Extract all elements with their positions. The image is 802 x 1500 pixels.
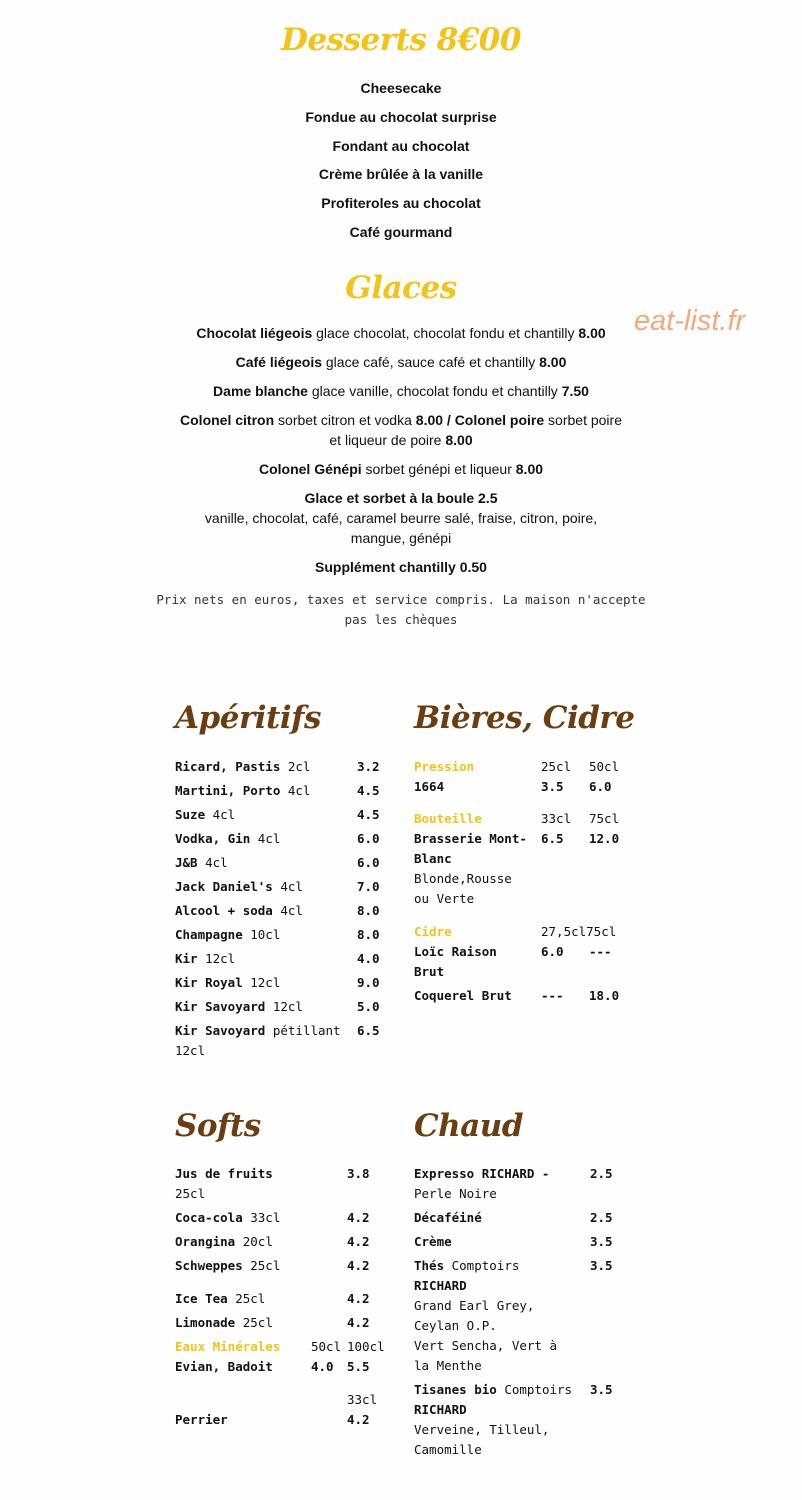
aperitif-price: 6.5 (357, 1023, 380, 1038)
hot-desc: Camomille (414, 1442, 482, 1457)
aperitif-price: 7.0 (357, 879, 380, 894)
aperitif-item: Ricard, Pastis 2cl (175, 759, 311, 774)
chaud-title: Chaud (414, 1108, 524, 1144)
bouteille-col2: 75cl (589, 811, 620, 826)
beer-name: 1664 (414, 779, 445, 794)
eaux-col2: 100cl (347, 1339, 385, 1354)
glace-item: Dame blanche glace vanille, chocolat fondu et chantilly 7.50 (213, 383, 589, 399)
cider-price: 6.0 (541, 944, 564, 959)
soft-price: 4.2 (347, 1291, 370, 1306)
water-price: 4.0 (311, 1359, 334, 1374)
softs-title: Softs (175, 1108, 261, 1144)
eaux-col1: 50cl (311, 1339, 342, 1354)
bouteille-label: Bouteille (414, 811, 482, 826)
hot-price: 3.5 (590, 1258, 613, 1273)
glace-item: Colonel citron sorbet citron et vodka 8.00 / Colonel poire sorbet poire et liqueur de poire 8.00 (180, 412, 622, 448)
soft-price: 4.2 (347, 1234, 370, 1249)
hot-desc: la Menthe (414, 1358, 482, 1373)
dessert-item: Crème brûlée à la vanille (318, 166, 484, 182)
aperitif-item: Martini, Porto 4cl (175, 783, 311, 798)
aperitif-item: J&B 4cl (175, 855, 228, 870)
hot-desc: Ceylan O.P. (414, 1318, 497, 1333)
aperitif-item: Champagne 10cl (175, 927, 281, 942)
cider-price: --- (541, 988, 564, 1003)
perrier-vol: 33cl (347, 1392, 378, 1407)
water-price: 5.5 (347, 1359, 370, 1374)
soft-price: 4.2 (347, 1258, 370, 1273)
water-price: 4.2 (347, 1412, 370, 1427)
glaces-title: Glaces (345, 270, 457, 306)
pression-col1: 25cl (541, 759, 572, 774)
hot-brand: RICHARD (414, 1402, 467, 1417)
hot-price: 3.5 (590, 1382, 613, 1397)
beer-desc: ou Verte (414, 891, 475, 906)
soft-price: 3.8 (347, 1166, 370, 1181)
soft-item: Coca-cola 33cl (175, 1210, 281, 1225)
hot-name: Crème (414, 1234, 452, 1249)
dessert-item: Café gourmand (349, 224, 453, 240)
cidre-label: Cidre (414, 924, 452, 939)
hot-desc: Verveine, Tilleul, (414, 1422, 550, 1437)
price-note: Prix nets en euros, taxes et service compris. La maison n'accepte pas les chèques (156, 592, 646, 627)
aperitif-item: Jack Daniel's 4cl (175, 879, 303, 894)
aperitif-item: Kir Royal 12cl (175, 975, 281, 990)
pression-label: Pression (414, 759, 475, 774)
aperitif-item: Kir Savoyard pétillant (175, 1023, 341, 1038)
cider-name: Loïc Raison (414, 944, 497, 959)
aperitif-item: Kir Savoyard 12cl (175, 999, 303, 1014)
dessert-item: Profiteroles au chocolat (321, 195, 481, 211)
aperitif-price: 4.5 (357, 783, 380, 798)
water-name: Evian, Badoit (175, 1359, 273, 1374)
aperitif-price: 6.0 (357, 831, 380, 846)
glace-item: Colonel Génépi sorbet génépi et liqueur 8.00 (258, 461, 544, 477)
soft-name: Jus de fruits (175, 1166, 273, 1181)
dessert-item: Fondant au chocolat (332, 138, 470, 154)
hot-desc: Vert Sencha, Vert à (414, 1338, 557, 1353)
beer-name: Brasserie Mont- (414, 831, 527, 846)
beer-desc: Blonde,Rousse (414, 871, 512, 886)
hot-brand: RICHARD (414, 1278, 467, 1293)
pression-col2: 50cl (589, 759, 620, 774)
soft-item: Ice Tea 25cl (175, 1291, 266, 1306)
aperitif-price: 4.5 (357, 807, 380, 822)
cider-name: Brut (414, 964, 445, 979)
aperitif-price: 8.0 (357, 903, 380, 918)
soft-item: Orangina 20cl (175, 1234, 273, 1249)
aperitif-item: Alcool + soda 4cl (175, 903, 303, 918)
glace-item: Supplément chantilly 0.50 (315, 559, 487, 575)
hot-desc: Perle Noire (414, 1186, 497, 1201)
aperitif-price: 5.0 (357, 999, 380, 1014)
aperitifs-title: Apéritifs (175, 700, 321, 736)
dessert-item: Cheesecake (360, 80, 442, 96)
soft-price: 4.2 (347, 1315, 370, 1330)
glace-item: Glace et sorbet à la boule 2.5 vanille, chocolat, café, caramel beurre salé, fraise, citron, poire, mangue, génépi (204, 490, 598, 546)
watermark: eat-list.fr (634, 305, 746, 337)
soft-item: Limonade 25cl (175, 1315, 273, 1330)
glace-item: Chocolat liégeois glace chocolat, chocolat fondu et chantilly 8.00 (196, 325, 606, 341)
beer-price: 12.0 (589, 831, 620, 846)
bieres-title: Bières, Cidre (414, 700, 635, 736)
soft-price: 4.2 (347, 1210, 370, 1225)
soft-item: Schweppes 25cl (175, 1258, 281, 1273)
aperitif-item: Vodka, Gin 4cl (175, 831, 281, 846)
beer-price: 3.5 (541, 779, 564, 794)
beer-name: Blanc (414, 851, 452, 866)
hot-price: 3.5 (590, 1234, 613, 1249)
hot-desc: Grand Earl Grey, (414, 1298, 535, 1313)
dessert-item: Fondue au chocolat surprise (305, 109, 497, 125)
hot-price: 2.5 (590, 1166, 613, 1181)
aperitif-price: 4.0 (357, 951, 380, 966)
glace-item: Café liégeois glace café, sauce café et chantilly 8.00 (235, 354, 567, 370)
aperitif-item: Kir 12cl (175, 951, 236, 966)
aperitif-price: 8.0 (357, 927, 380, 942)
cider-price: --- (589, 944, 612, 959)
aperitif-price: 3.2 (357, 759, 380, 774)
aperitif-price: 9.0 (357, 975, 380, 990)
eaux-label: Eaux Minérales (175, 1339, 281, 1354)
soft-vol: 25cl (175, 1186, 206, 1201)
bouteille-col1: 33cl (541, 811, 572, 826)
hot-item: Thés Comptoirs (414, 1258, 520, 1273)
cidre-cols: 27,5cl75cl (541, 924, 617, 939)
beer-price: 6.5 (541, 831, 564, 846)
water-name: Perrier (175, 1412, 228, 1427)
cider-name: Coquerel Brut (414, 988, 512, 1003)
aperitif-item: Suze 4cl (175, 807, 236, 822)
hot-item: Tisanes bio Comptoirs (414, 1382, 573, 1397)
aperitif-price: 6.0 (357, 855, 380, 870)
cider-price: 18.0 (589, 988, 620, 1003)
hot-price: 2.5 (590, 1210, 613, 1225)
hot-name: Décaféiné (414, 1210, 482, 1225)
hot-name: Expresso RICHARD - (414, 1166, 550, 1181)
aperitif-vol-continued: 12cl (175, 1043, 206, 1058)
desserts-title: Desserts 8€00 (281, 22, 521, 58)
beer-price: 6.0 (589, 779, 612, 794)
